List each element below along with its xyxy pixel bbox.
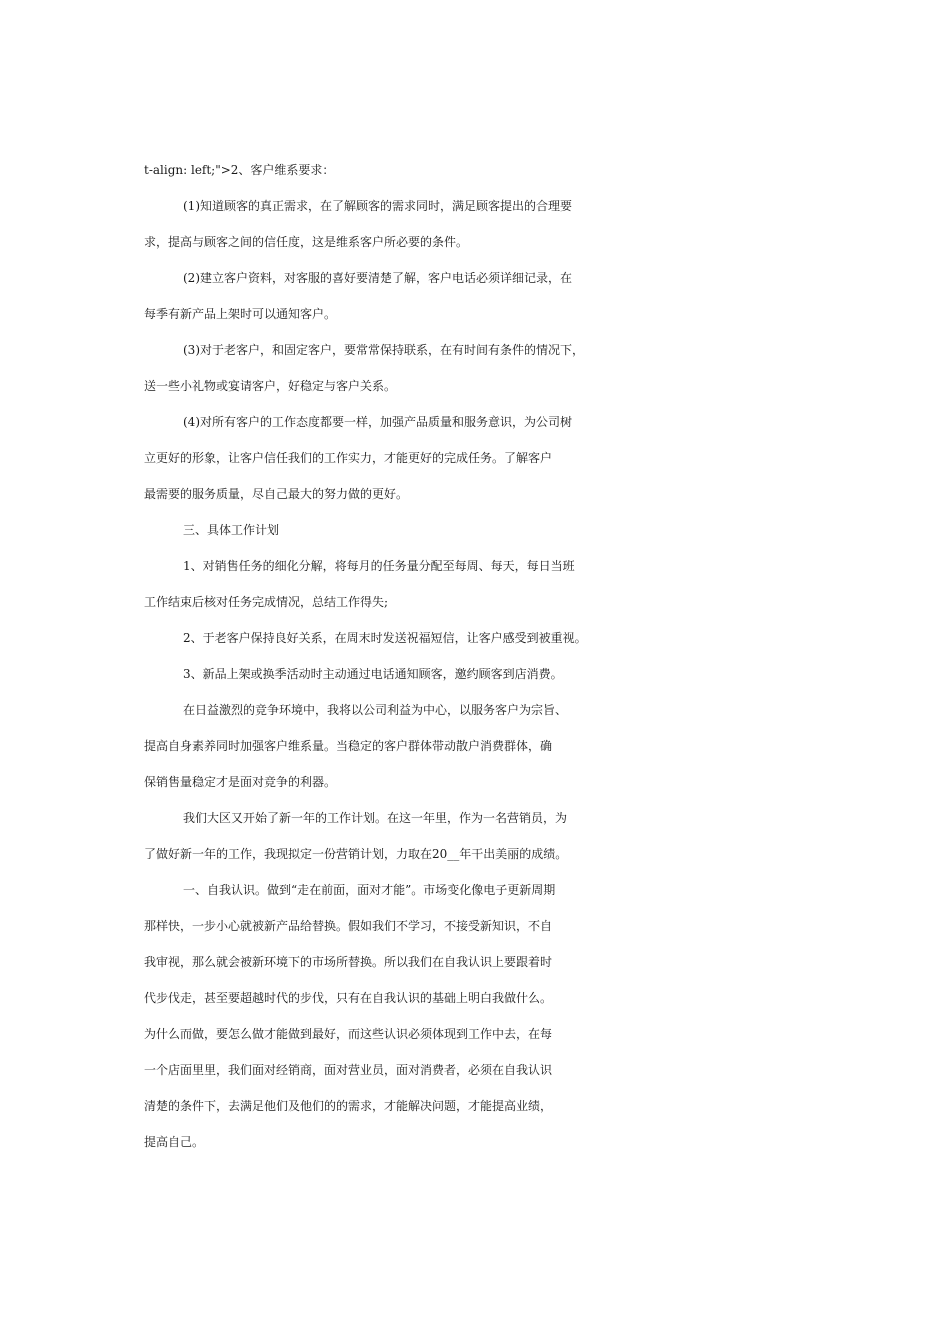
section-heading: 三、具体工作计划: [183, 523, 280, 537]
text-line: 2、于老客户保持良好关系，在周末时发送祝福短信，让客户感受到被重视。: [183, 631, 587, 645]
text-line: 立更好的形象，让客户信任我们的工作实力，才能更好的完成任务。了解客户: [144, 451, 553, 465]
text-line: 清楚的条件下，去满足他们及他们的的需求，才能解决问题，才能提高业绩，: [144, 1099, 553, 1113]
text-line: 在日益激烈的竞争环境中，我将以公司利益为中心，以服务客户为宗旨、: [183, 703, 568, 717]
text-line: 了做好新一年的工作，我现拟定一份营销计划，力取在20__年干出美丽的成绩。: [144, 847, 568, 861]
text-line: 我们大区又开始了新一年的工作计划。在这一年里，作为一名营销员，为: [183, 811, 568, 825]
text-line: 保销售量稳定才是面对竞争的利器。: [144, 775, 337, 789]
text-line: 提高自己。: [144, 1135, 205, 1149]
text-line: 工作结束后核对任务完成情况，总结工作得失;: [144, 595, 389, 609]
text-line: 代步伐走，甚至要超越时代的步伐，只有在自我认识的基础上明白我做什么。: [144, 991, 553, 1005]
text-line: (1)知道顾客的真正需求，在了解顾客的需求同时，满足顾客提出的合理要: [183, 199, 573, 213]
text-line: 求，提高与顾客之间的信任度，这是维系客户所必要的条件。: [144, 235, 469, 249]
text-line: t-align: left;">2、客户维系要求：: [144, 163, 335, 177]
text-line: 1、对销售任务的细化分解，将每月的任务量分配至每周、每天，每日当班: [183, 559, 575, 573]
text-line: 一个店面里里，我们面对经销商，面对营业员，面对消费者，必须在自我认识: [144, 1063, 553, 1077]
text-line: 送一些小礼物或宴请客户，好稳定与客户关系。: [144, 379, 397, 393]
text-line: 每季有新产品上架时可以通知客户。: [144, 307, 337, 321]
text-line: 我审视，那么就会被新环境下的市场所替换。所以我们在自我认识上要跟着时: [144, 955, 553, 969]
text-line: 最需要的服务质量，尽自己最大的努力做的更好。: [144, 487, 409, 501]
text-line: 提高自身素养同时加强客户维系量。当稳定的客户群体带动散户消费群体，确: [144, 739, 553, 753]
text-line: (2)建立客户资料，对客服的喜好要清楚了解，客户电话必须详细记录，在: [183, 271, 573, 285]
text-line: 3、新品上架或换季活动时主动通过电话通知顾客，邀约顾客到店消费。: [183, 667, 563, 681]
text-line: (3)对于老客户，和固定客户，要常常保持联系，在有时间有条件的情况下，: [183, 343, 585, 357]
text-line: (4)对所有客户的工作态度都要一样，加强产品质量和服务意识，为公司树: [183, 415, 573, 429]
text-line: 为什么而做，要怎么做才能做到最好，而这些认识必须体现到工作中去，在每: [144, 1027, 553, 1041]
text-line: 那样快，一步小心就被新产品给替换。假如我们不学习，不接受新知识，不自: [144, 919, 553, 933]
text-line: 一、自我认识。做到“走在前面，面对才能”。市场变化像电子更新周期: [183, 883, 556, 897]
